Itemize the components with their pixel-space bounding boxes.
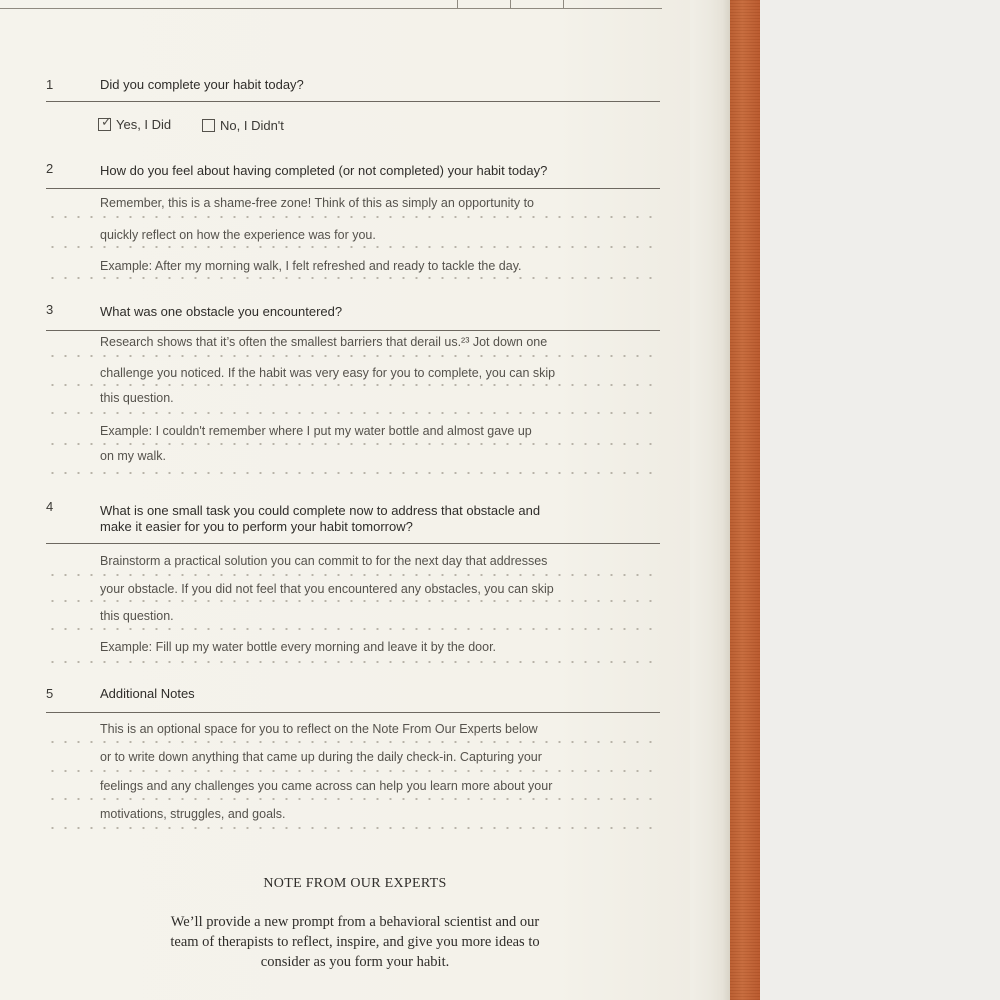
dotted-line xyxy=(46,355,660,357)
question-text: Additional Notes xyxy=(100,686,195,701)
checkbox-box xyxy=(202,119,215,132)
hint-line: on my walk. xyxy=(100,449,166,463)
dotted-line xyxy=(46,216,660,218)
hint-line: this question. xyxy=(100,609,174,623)
hint-line: Remember, this is a shame-free zone! Think of this as simply an opportunity to xyxy=(100,196,534,210)
hint-line: Research shows that it’s often the smallest barriers that derail us.²³ Jot down one xyxy=(100,335,548,349)
dotted-line xyxy=(46,628,660,630)
dotted-line xyxy=(46,661,660,663)
question-number: 5 xyxy=(46,686,54,701)
question-text: How do you feel about having completed (or not completed) your habit today? xyxy=(100,163,548,178)
table-divider xyxy=(510,0,511,8)
question-text-line: What is one small task you could complete now to address that obstacle and xyxy=(100,503,541,518)
dotted-line xyxy=(46,472,660,474)
note-body xyxy=(120,912,590,972)
hint-line: Brainstorm a practical solution you can commit to for the next day that addresses xyxy=(100,554,548,568)
hint-line: This is an optional space for you to reflect on the Note From Our Experts below xyxy=(100,722,538,736)
question-number: 1 xyxy=(46,77,54,92)
dotted-line xyxy=(46,443,660,445)
hint-line: motivations, struggles, and goals. xyxy=(100,807,286,821)
question-rule xyxy=(46,712,660,713)
background xyxy=(760,0,1000,1000)
hint-line: Example: After my morning walk, I felt refreshed and ready to tackle the day. xyxy=(100,259,522,273)
book-cover-spine xyxy=(728,0,760,1000)
note-line: We’ll provide a new prompt from a behavioral scientist and our xyxy=(170,914,540,930)
hint-line: Example: Fill up my water bottle every morning and leave it by the door. xyxy=(100,640,497,654)
checkbox-label: Yes, I Did xyxy=(116,117,172,132)
checkbox-yes[interactable] xyxy=(98,114,172,132)
checkbox-no[interactable] xyxy=(202,118,284,133)
hint-line: feelings and any challenges you came across can help you learn more about your xyxy=(100,779,553,793)
hint-line: or to write down anything that came up during the daily check-in. Capturing your xyxy=(100,750,542,764)
dotted-line xyxy=(46,770,660,772)
note-title: NOTE FROM OUR EXPERTS xyxy=(263,876,447,891)
dotted-line xyxy=(46,741,660,743)
question-number: 2 xyxy=(46,161,54,176)
note-line: consider as you form your habit. xyxy=(260,954,450,970)
question-rule xyxy=(46,543,660,544)
question-number: 3 xyxy=(46,302,54,317)
checkbox-label: No, I Didn't xyxy=(220,118,284,133)
dotted-line xyxy=(46,827,660,829)
checkbox-box xyxy=(98,114,112,131)
question-text: Did you complete your habit today? xyxy=(100,77,304,92)
hint-line: Example: I couldn't remember where I put my water bottle and almost gave up xyxy=(100,424,532,438)
dotted-line xyxy=(46,384,660,386)
question-rule xyxy=(46,101,660,102)
table-divider xyxy=(457,0,458,8)
dotted-line xyxy=(46,277,660,279)
question-text xyxy=(100,503,620,535)
top-table-edge xyxy=(0,0,662,9)
note-line: team of therapists to reflect, inspire, and give you more ideas to xyxy=(170,934,540,950)
checkmark-icon: ✓ xyxy=(101,114,112,129)
question-text: What was one obstacle you encountered? xyxy=(100,304,343,319)
hint-line: quickly reflect on how the experience was for you. xyxy=(100,228,376,242)
dotted-line xyxy=(46,574,660,576)
dotted-line xyxy=(46,246,660,248)
hint-line: your obstacle. If you did not feel that you encountered any obstacles, you can skip xyxy=(100,582,554,596)
hint-line: this question. xyxy=(100,391,174,405)
dotted-line xyxy=(46,412,660,414)
question-text-line: make it easier for you to perform your habit tomorrow? xyxy=(100,519,413,534)
question-rule xyxy=(46,188,660,189)
table-divider xyxy=(563,0,564,8)
hint-line: challenge you noticed. If the habit was very easy for you to complete, you can skip xyxy=(100,366,556,380)
dotted-line xyxy=(46,798,660,800)
dotted-line xyxy=(46,600,660,602)
question-number: 4 xyxy=(46,499,54,514)
question-rule xyxy=(46,330,660,331)
